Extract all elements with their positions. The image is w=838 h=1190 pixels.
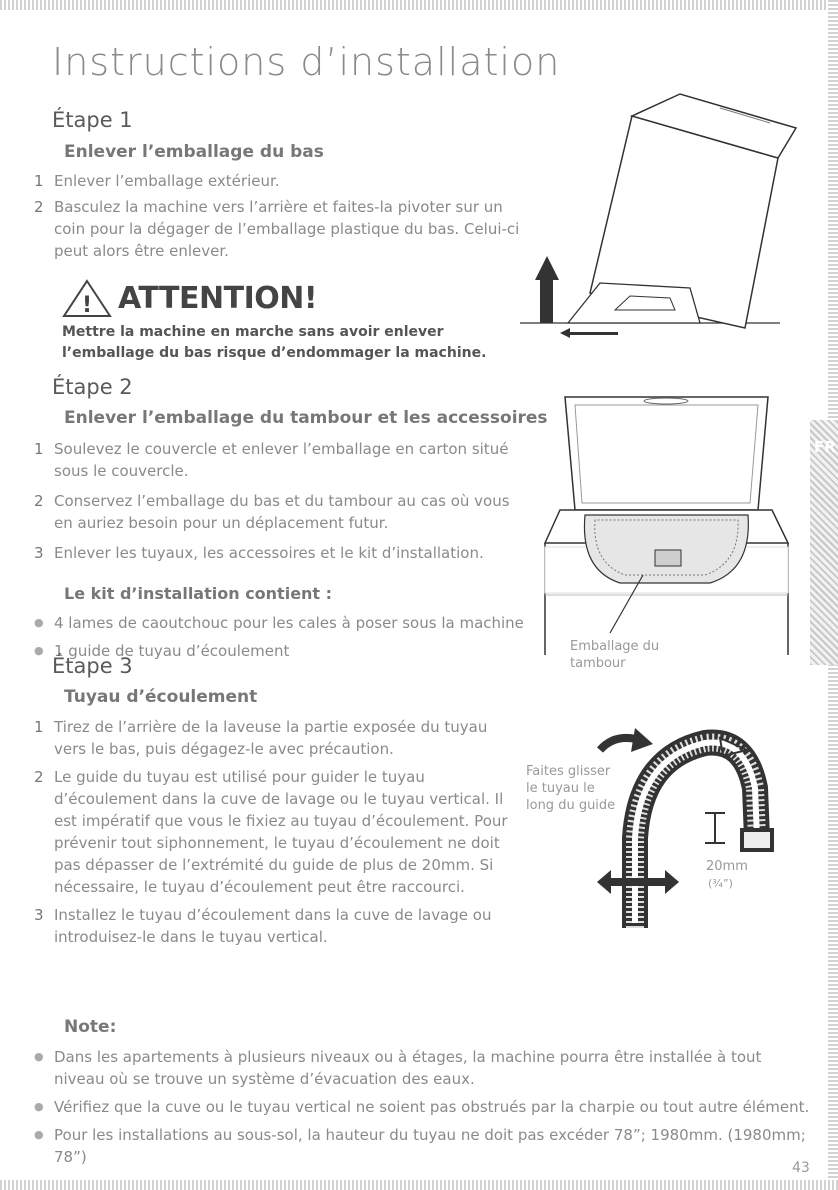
- list-item: [34, 438, 524, 482]
- note-list: [34, 1046, 814, 1168]
- step3-subheading: Tuyau d’écoulement: [64, 687, 258, 707]
- step2-list: [34, 438, 524, 564]
- step3-heading: Étape 3: [52, 654, 133, 678]
- item-text: Conservez l’emballage du bas et du tambour au cas où vous en auriez besoin pour un déplacement futur.: [54, 492, 510, 532]
- list-item: [34, 766, 524, 898]
- item-text: Le guide du tuyau est utilisé pour guider le tuyau d’écoulement dans la cuve de lavage ou le tuyau vertical. Il est impératif que vous le fixiez au tuyau d’écoulement. Pour prévenir tout siphonnement, le tuyau d’écoulement ne doit pas dépasser de l’extrémité du guide de plus de 20mm. Si nécessaire, le tuyau d’écoulement peut être raccourci.: [54, 768, 508, 896]
- warning-icon: [62, 278, 112, 318]
- bullet-icon: ●: [34, 1050, 44, 1063]
- language-tab-label: FR: [814, 438, 836, 456]
- bullet-icon: ●: [34, 1128, 44, 1141]
- item-text: Dans les apartements à plusieurs niveaux ou à étages, la machine pourra être installée à tout niveau où se trouve un système d’évacuation des eaux.: [54, 1048, 762, 1088]
- item-number: 2: [34, 198, 44, 216]
- list-item: [34, 542, 524, 564]
- item-text: Installez le tuyau d’écoulement dans la cuve de lavage ou introduisez-le dans le tuyau vertical.: [54, 906, 492, 946]
- item-number: 2: [34, 492, 44, 510]
- list-item: [34, 716, 524, 760]
- page-title: Instructions d’installation: [52, 40, 561, 84]
- item-text: Pour les installations au sous-sol, la hauteur du tuyau ne doit pas excéder 78”; 1980mm. (1980mm; 78”): [54, 1126, 806, 1166]
- attention-text: Mettre la machine en marche sans avoir enlever l’emballage du bas risque d’endommager la machine.: [62, 324, 487, 361]
- measure-sub-label: (¾”): [708, 877, 733, 890]
- figure-label-drum: Emballage du tambour: [570, 639, 660, 671]
- step2-heading: Étape 2: [52, 375, 133, 399]
- item-number: 3: [34, 906, 44, 924]
- item-text: Tirez de l’arrière de la laveuse la partie exposée du tuyau vers le bas, puis dégagez-le avec précaution.: [54, 718, 488, 758]
- bullet-icon: ●: [34, 1100, 44, 1113]
- item-text: Basculez la machine vers l’arrière et faites-la pivoter sur un coin pour la dégager de l’emballage plastique du bas. Celui-ci peut alors être enlever.: [54, 198, 520, 260]
- item-text: Vérifiez que la cuve ou le tuyau vertical ne soient pas obstrués par la charpie ou tout autre élément.: [54, 1098, 810, 1116]
- list-item: [34, 196, 524, 262]
- page-number: 43: [792, 1160, 810, 1176]
- list-item: [34, 1124, 814, 1168]
- step1-heading: Étape 1: [52, 108, 133, 132]
- note-heading: Note:: [64, 1017, 117, 1037]
- step1-subheading: Enlever l’emballage du bas: [64, 142, 324, 162]
- tilted-washer-illustration: [520, 88, 800, 338]
- item-text: Enlever les tuyaux, les accessoires et le kit d’installation.: [54, 544, 484, 562]
- item-number: 1: [34, 718, 44, 736]
- page-border-top: [0, 0, 838, 10]
- open-washer-illustration: [540, 385, 795, 655]
- item-number: 3: [34, 544, 44, 562]
- item-text: Soulevez le couvercle et enlever l’emballage en carton situé sous le couvercle.: [54, 440, 509, 480]
- svg-text:!: !: [81, 293, 93, 318]
- item-text: 1 guide de tuyau d’écoulement: [54, 642, 290, 660]
- bullet-icon: ●: [34, 644, 44, 657]
- item-number: 2: [34, 768, 44, 786]
- list-item: [34, 1096, 814, 1118]
- list-item: [34, 1046, 814, 1090]
- figure-label-hose: Faites glisser le tuyau le long du guide: [526, 764, 616, 813]
- step3-list: [34, 716, 524, 948]
- step2-subheading: Enlever l’emballage du tambour et les accessoires: [64, 408, 548, 428]
- drain-hose-illustration: [595, 728, 795, 928]
- step1-list: [34, 170, 524, 262]
- list-item: [34, 904, 524, 948]
- item-number: 1: [34, 172, 44, 190]
- list-item: [34, 170, 524, 192]
- page-border-bottom: [0, 1180, 838, 1190]
- list-item: [34, 490, 524, 534]
- attention-title: ATTENTION!: [118, 280, 318, 316]
- item-text: 4 lames de caoutchouc pour les cales à poser sous la machine: [54, 614, 524, 632]
- measure-label: 20mm: [706, 859, 748, 874]
- attention-block: [62, 278, 532, 364]
- language-tab: [810, 420, 838, 665]
- list-item: [34, 612, 534, 634]
- bullet-icon: ●: [34, 616, 44, 629]
- item-number: 1: [34, 440, 44, 458]
- item-text: Enlever l’emballage extérieur.: [54, 172, 280, 190]
- kit-heading: Le kit d’installation contient :: [64, 584, 333, 603]
